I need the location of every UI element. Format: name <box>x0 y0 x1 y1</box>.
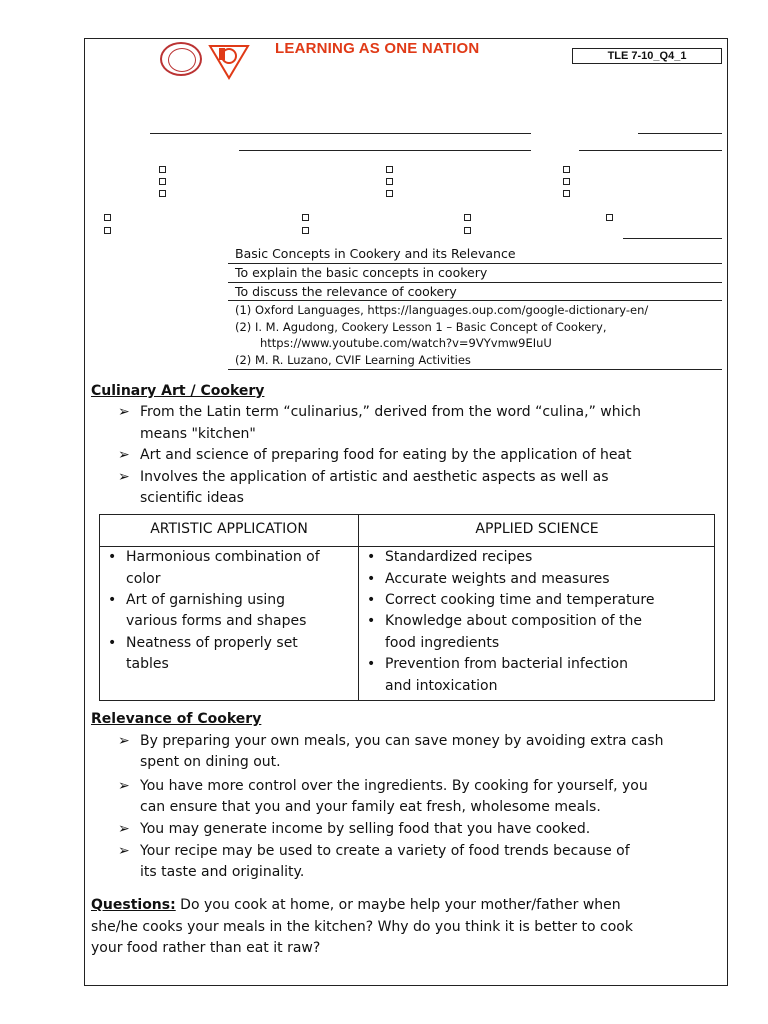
objective-1: To explain the basic concepts in cookery <box>235 265 488 280</box>
checkbox[interactable] <box>159 190 166 197</box>
blank-line <box>638 133 722 134</box>
bullet-item: ➢ Your recipe may be used to create a variety of food trends because of <box>118 843 630 859</box>
reference-1: (1) Oxford Languages, https://languages.oup.com/google-dictionary-en/ <box>235 303 649 317</box>
school-seal-logo <box>160 42 202 76</box>
questions-label: Questions: <box>91 897 176 913</box>
arrow-bullet-icon: ➢ <box>118 843 130 859</box>
checkbox[interactable] <box>159 166 166 173</box>
module-code: TLE 7-10_Q4_1 <box>572 48 722 64</box>
reference-2: (2) I. M. Agudong, Cookery Lesson 1 – Basic Concept of Cookery, <box>235 320 607 334</box>
division-logo <box>206 42 252 80</box>
checkbox[interactable] <box>159 178 166 185</box>
checkbox[interactable] <box>606 214 613 221</box>
column-divider <box>358 515 359 700</box>
bullet-item: ➢ Involves the application of artistic and aesthetic aspects as well as <box>118 469 609 485</box>
checkbox[interactable] <box>563 190 570 197</box>
reference-2-url: https://www.youtube.com/watch?v=9VYvmw9EIuU <box>260 336 552 350</box>
culinary-heading: Culinary Art / Cookery <box>91 383 265 399</box>
checkbox[interactable] <box>386 166 393 173</box>
checkbox[interactable] <box>302 227 309 234</box>
arrow-bullet-icon: ➢ <box>118 469 130 485</box>
reference-3: (2) M. R. Luzano, CVIF Learning Activities <box>235 353 471 367</box>
column-header-science: APPLIED SCIENCE <box>475 521 599 537</box>
arrow-bullet-icon: ➢ <box>118 733 130 749</box>
bullet-item: ➢ By preparing your own meals, you can save money by avoiding extra cash <box>118 733 664 749</box>
divider <box>228 369 722 370</box>
checkbox[interactable] <box>104 227 111 234</box>
question-line: she/he cooks your meals in the kitchen? Why do you think it is better to cook <box>91 918 633 935</box>
question-line: Do you cook at home, or maybe help your mother/father when <box>180 897 621 913</box>
arrow-bullet-icon: ➢ <box>118 404 130 420</box>
checkbox[interactable] <box>563 166 570 173</box>
blank-line <box>623 238 722 239</box>
relevance-heading: Relevance of Cookery <box>91 711 262 727</box>
objective-2: To discuss the relevance of cookery <box>235 284 457 299</box>
checkbox[interactable] <box>464 214 471 221</box>
bullet-item: ➢ You may generate income by selling food that you have cooked. <box>118 821 591 837</box>
divider <box>228 300 722 301</box>
checkbox[interactable] <box>563 178 570 185</box>
question-line: your food rather than eat it raw? <box>91 940 321 956</box>
header-title: LEARNING AS ONE NATION <box>275 40 480 57</box>
divider <box>228 263 722 264</box>
blank-line <box>150 133 531 134</box>
questions-paragraph <box>91 895 723 960</box>
blank-line <box>579 150 722 151</box>
checkbox[interactable] <box>464 227 471 234</box>
arrow-bullet-icon: ➢ <box>118 778 130 794</box>
checkbox[interactable] <box>302 214 309 221</box>
lesson-topic: Basic Concepts in Cookery and its Relevance <box>235 246 516 261</box>
arrow-bullet-icon: ➢ <box>118 821 130 837</box>
checkbox[interactable] <box>386 190 393 197</box>
comparison-table: ARTISTIC APPLICATION APPLIED SCIENCE • Harmonious combination of color • Art of garnishing using various forms and shapes • Neatness of properly set tables • Standardized recipes • Accurate weights and measures • Correct cooking time and temperature • Knowledge about composition of the food ingredients • Prevention from bacterial infection and intoxication <box>99 514 715 701</box>
column-header-artistic: ARTISTIC APPLICATION <box>150 521 308 537</box>
bullet-item: ➢ From the Latin term “culinarius,” derived from the word “culina,” which <box>118 404 642 420</box>
divider <box>228 282 722 283</box>
checkbox[interactable] <box>386 178 393 185</box>
bullet-item: ➢ You have more control over the ingredients. By cooking for yourself, you <box>118 778 648 794</box>
bullet-item: ➢ Art and science of preparing food for eating by the application of heat <box>118 447 632 463</box>
arrow-bullet-icon: ➢ <box>118 447 130 463</box>
checkbox[interactable] <box>104 214 111 221</box>
blank-line <box>239 150 531 151</box>
